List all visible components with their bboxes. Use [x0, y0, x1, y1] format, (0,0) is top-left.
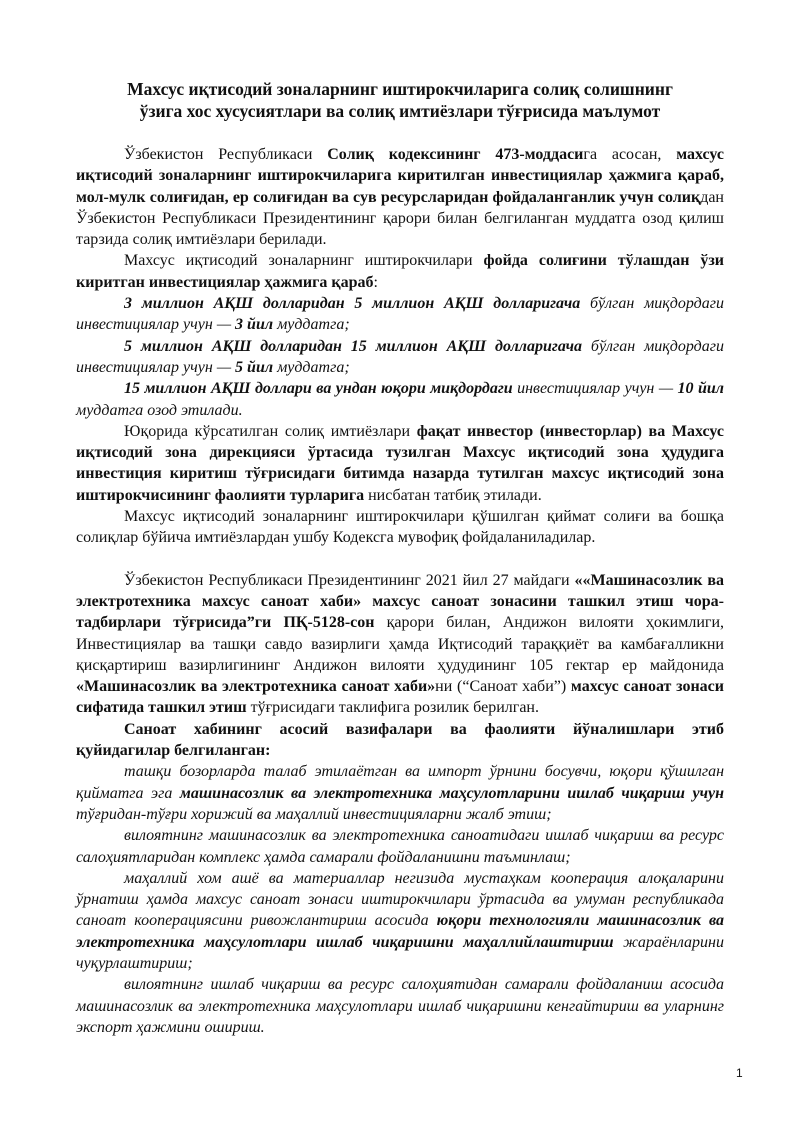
bold-run: машинасозлик ва электротехника маҳсулотларини ишлаб чиқариш учун: [179, 784, 724, 802]
text-run: дан Ўзбекистон Республикаси Президентининг қарори билан белгиланган муддатга озод қилиш тарзида солиқ имтиёзлари берилади.: [76, 188, 724, 249]
text-run: қарори билан, Андижон вилояти ҳокимлиги, Инвестициялар ва ташқи савдо вазирлиги ҳамда Иқтисодий тараққиёт ва камбағалликни қисқартириш вазирлигининг Андижон вилояти ҳудудининг 105 гектар ер майдонида: [76, 614, 724, 674]
tier-amount: 5 миллион АҚШ долларидан 15 миллион АҚШ долларигача: [124, 337, 583, 355]
tier-item: [76, 293, 724, 336]
task-item: [76, 761, 724, 825]
document-title: [76, 78, 724, 122]
text-run: га асосан,: [583, 146, 677, 163]
text-run: жараёнларини чуқурлаштириш;: [76, 933, 724, 972]
text-run: маҳаллий хом ашё ва материаллар негизида мустаҳкам кооперация алоқаларини ўрнатиш ҳамда махсус саноат зонаси иштирокчилари ўртасида ва умуман республикада саноат кооперациясини ривожлантириш асосида: [76, 869, 724, 930]
bold-run: фақат инвестор (инвесторлар) ва Махсус иқтисодий зона дирекцияси ўртасида тузилган Махсус иқтисодий зона ҳудудига инвестиция киритиш тўғрисидаги битимда назарда тутилган махсус иқтисодий зона иштирокчисининг фаолияти турларига: [76, 422, 724, 504]
text-run: ни (“Саноат хаби”): [435, 678, 571, 696]
text-run: муддатга;: [273, 358, 350, 376]
task-item: вилоятнинг машинасозлик ва электротехника саноатидаги ишлаб чиқариш ва ресурс салоҳиятларидан комплекс ҳамда самарали фойдаланишни таъминлаш;: [76, 827, 724, 866]
bold-run: махсус иқтисодий зоналарнинг иштирокчиларига киритилган инвестициялар ҳажмига қараб, мол-мулк солиғидан, ер солиғидан ва сув ресурсларидан фойдаланганлик учун солиқ: [76, 146, 725, 206]
page-number: 1: [736, 1066, 743, 1080]
paragraph-vat: Махсус иқтисодий зоналарнинг иштирокчилари қўшилган қиймат солиғи ва бошқа солиқлар бўйича имтиёзлардан ушбу Кодексга мувофиқ фойдаланиладилар.: [76, 508, 724, 547]
text-run: Ўзбекистон Республикаси: [124, 146, 328, 163]
paragraph-scope: [76, 421, 724, 506]
task-item: вилоятнинг ишлаб чиқариш ва ресурс салоҳиятидан самарали фойдаланиш асосида машинасозлик ва электротехника маҳсулотлари ишлаб чиқаришни кенгайтириш ва уларнинг экспорт ҳажмини ошириш.: [76, 976, 724, 1036]
title-line-1: Махсус иқтисодий зоналарнинг иштирокчиларига солиқ солишнинг: [127, 79, 673, 99]
paragraph-gap: [76, 549, 724, 570]
tier-item: [76, 378, 724, 421]
paragraph-tasks-heading: Саноат хабининг асосий вазифалари ва фаолияти йўналишлари этиб қуйидагилар белгиланган:: [76, 720, 724, 760]
text-run: тўғридан-тўғри хорижий ва маҳаллий инвестицияларни жалб этиш;: [76, 805, 552, 823]
text-run: бўлган миқдордаги инвестициялар учун —: [76, 337, 724, 376]
title-line-2: ўзига хос хусусиятлари ва солиқ имтиёзлари тўғрисида маълумот: [139, 101, 661, 121]
text-run: бўлган миқдордаги инвестициялар учун —: [76, 295, 724, 334]
text-run: Махсус иқтисодий зоналарнинг иштирокчилари: [124, 252, 484, 270]
document-body: [76, 144, 724, 1038]
text-run: муддатга;: [273, 316, 350, 334]
paragraph-profit-tax: [76, 250, 724, 293]
bold-run: ««Машинасозлик ва электротехника махсус саноат хаби» махсус саноат зонасини ташкил этиш чора-тадбирлари тўғрисида”ги ПҚ-5128-сон: [76, 571, 724, 632]
text-run: нисбатан татбиқ этилади.: [364, 486, 542, 504]
text-run: инвестициялар учун —: [512, 380, 678, 398]
text-run: тўғрисидаги таклифига розилик берилган.: [246, 699, 539, 717]
task-item: [76, 868, 724, 974]
bold-run: «Машинасозлик ва электротехника саноат хаби»: [76, 678, 436, 696]
bold-run: Солиқ кодексининг 473-моддаси: [327, 146, 584, 163]
paragraph-tax-code: [76, 144, 724, 250]
tier-amount: 3 миллион АҚШ долларидан 5 миллион АҚШ долларигача: [124, 295, 581, 313]
bold-run: юқори технологияли машинасозлик ва электротехника маҳсулотлари ишлаб чиқаришни маҳаллийлаштириш: [76, 912, 724, 951]
text-run: ташқи бозорларда талаб этилаётган ва импорт ўрнини босувчи, юқори қўшилган қийматга эга: [76, 763, 724, 802]
text-run: Ўзбекистон Республикаси Президентининг 2021 йил 27 майдаги: [124, 571, 575, 589]
tier-term: 5 йил: [235, 358, 274, 376]
tier-term: 3 йил: [235, 316, 274, 334]
bold-run: махсус саноат зонаси сифатида ташкил этиш: [76, 678, 724, 717]
tier-amount: 15 миллион АҚШ доллари ва ундан юқори миқдордаги: [124, 380, 513, 398]
text-run: муддатга озод этилади.: [76, 401, 243, 419]
tier-item: [76, 336, 724, 379]
paragraph-decree: [76, 570, 724, 719]
text-run: :: [373, 273, 378, 291]
bold-run: фойда солиғини тўлашдан ўзи киритган инвестициялар ҳажмига қараб: [76, 252, 724, 291]
tier-term: 10 йил: [677, 380, 724, 398]
text-run: Юқорида кўрсатилган солиқ имтиёзлари: [124, 422, 417, 440]
